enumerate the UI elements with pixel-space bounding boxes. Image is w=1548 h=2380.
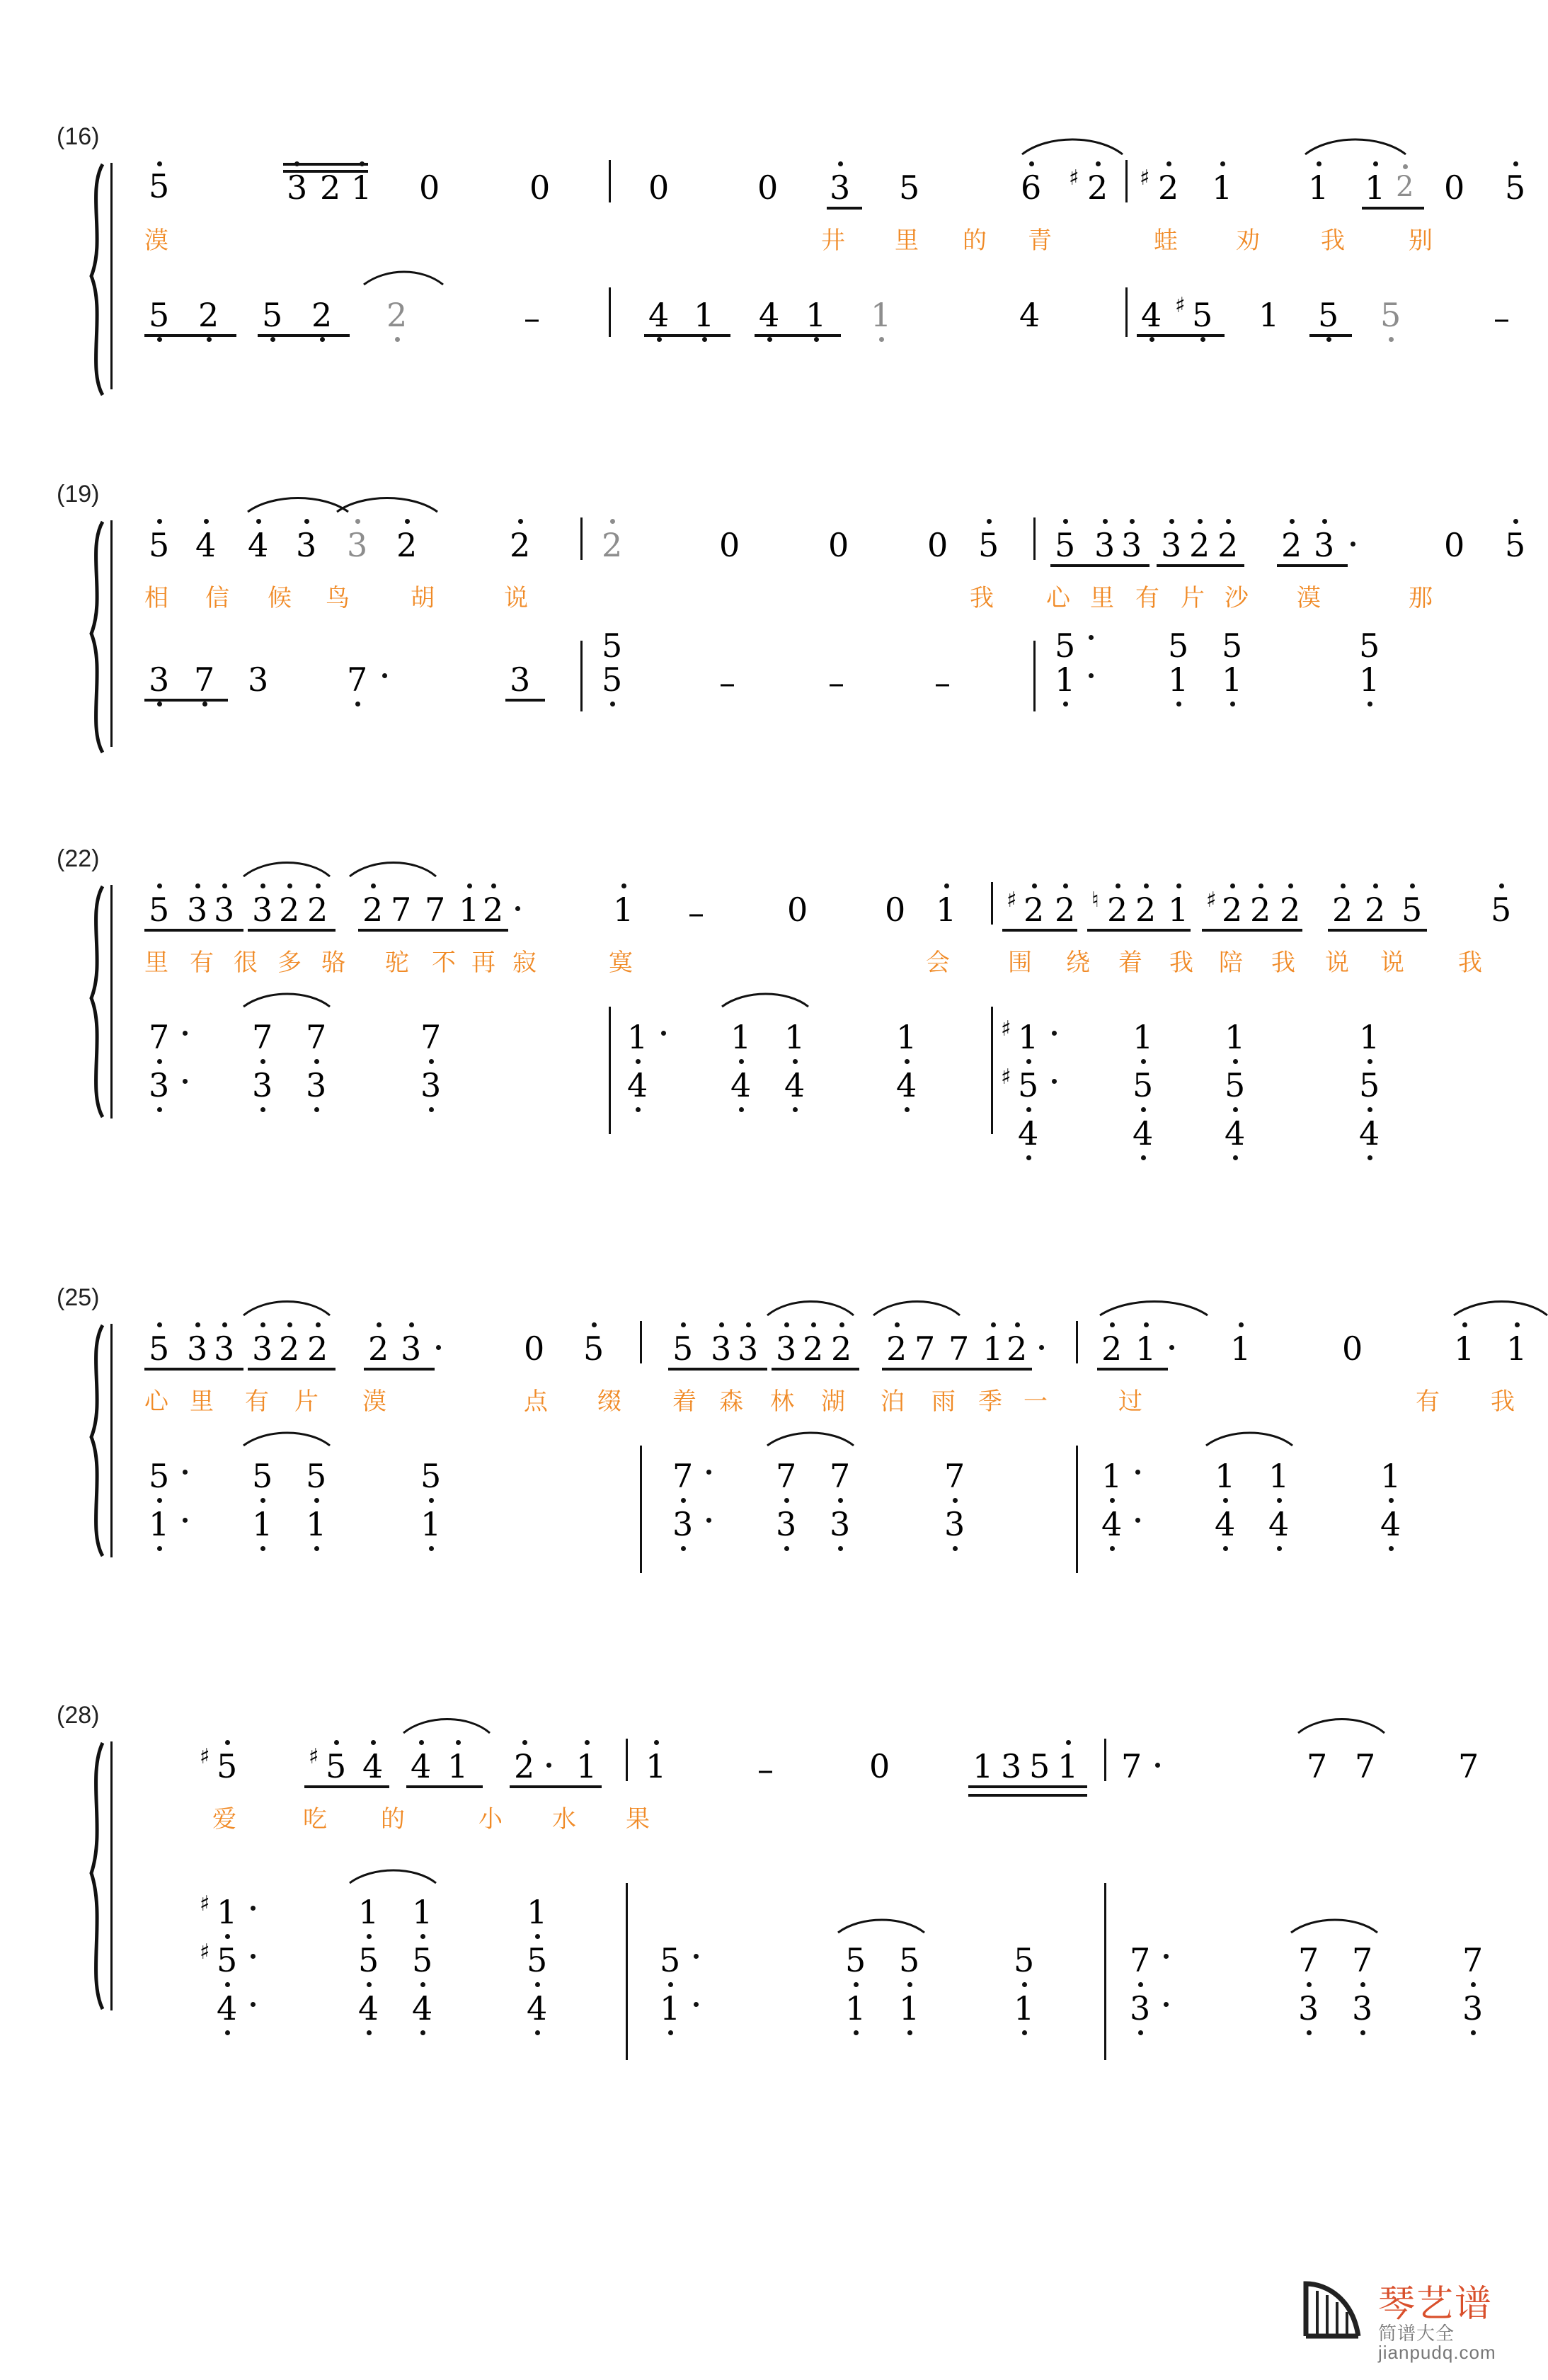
barline (110, 520, 113, 747)
bass-row: 7 3 7 3 7 3 7 3 1 4 1 4 1 4 1 4 ♯ 1 ♯ 5 4 1 5 4 1 5 4 1 5 4 (113, 1014, 1501, 1063)
grand-staff-brace (81, 1324, 110, 1557)
melody-row: 5 3 3 3 2 2 2 3 0 5 5 3 3 3 2 2 2 7 7 1 2 2 1 1 0 1 1 (113, 1324, 1501, 1373)
lyric-row: 漠 井 里 的 青 蛙 劝 我 别 (144, 227, 1433, 254)
brand-site: 简谱大全 (1378, 2323, 1455, 2344)
melody-row: 5 3 2 1 0 0 0 0 3 5 6 ♯ 2 ♯ 2 1 1 1 2 0 5 (113, 163, 1501, 212)
grand-staff-brace (81, 1741, 110, 2010)
bass-row: 3 7 3 7 3 5 5 – – – 5 1 5 1 5 1 5 1 (113, 648, 1501, 697)
melody-row: ♯ 5 ♯ 5 4 4 1 2 1 1 – 0 1 3 5 1 7 7 7 7 (113, 1741, 1501, 1791)
measure-number-22: (22) (57, 845, 100, 872)
grand-staff-brace (81, 163, 110, 396)
bass-row: 5 1 5 1 5 1 5 1 7 3 7 3 7 3 7 3 1 4 1 4 1 4 1 4 (113, 1453, 1501, 1502)
lyric-row: 里 有 很 多 骆 驼 不 再 寂 寞 会 围 绕 着 我 陪 我 说 说 我 (144, 949, 1482, 976)
grand-staff-brace (81, 520, 110, 754)
barline (110, 163, 113, 389)
harp-icon (1293, 2268, 1371, 2346)
brand-url: jianpudq.com (1378, 2342, 1496, 2363)
bass-row: ♯ 1 ♯ 5 4 1 5 4 1 5 4 1 5 4 5 1 5 1 5 1 5 1 7 3 7 3 7 3 7 3 (113, 1890, 1501, 1940)
measure-number-16: (16) (57, 123, 100, 150)
measure-number-19: (19) (57, 481, 100, 508)
lyric-row: 心 里 有 片 漠 点 缀 着 森 林 湖 泊 雨 季 一 过 有 我 (144, 1388, 1515, 1415)
lyric-row: 相 信 候 鸟 胡 说 我 心 里 有 片 沙 漠 那 (144, 585, 1433, 612)
lyric-row: 爱 吃 的 小 水 果 (212, 1806, 650, 1833)
site-watermark (1293, 2268, 1506, 2363)
barline (110, 885, 113, 1119)
melody-row: 5 3 3 3 2 2 2 7 7 1 2 1 – 0 0 1 ♯ 2 2 ♮ 2 2 1 ♯ 2 2 2 2 2 5 5 (113, 885, 1501, 934)
melody-row: 5 4 4 3 3 2 2 2 0 0 0 5 5 3 3 3 2 2 2 3 0 5 (113, 520, 1501, 570)
measure-number-28: (28) (57, 1702, 100, 1729)
barline (110, 1324, 113, 1557)
measure-number-25: (25) (57, 1284, 100, 1311)
barline (110, 1741, 113, 2010)
bass-row: 5 2 5 2 2 – 4 1 4 1 1 4 4 ♯ 5 1 5 5 – (113, 290, 1501, 340)
brand-name: 琴艺谱 (1378, 2284, 1493, 2325)
grand-staff-brace (81, 885, 110, 1119)
